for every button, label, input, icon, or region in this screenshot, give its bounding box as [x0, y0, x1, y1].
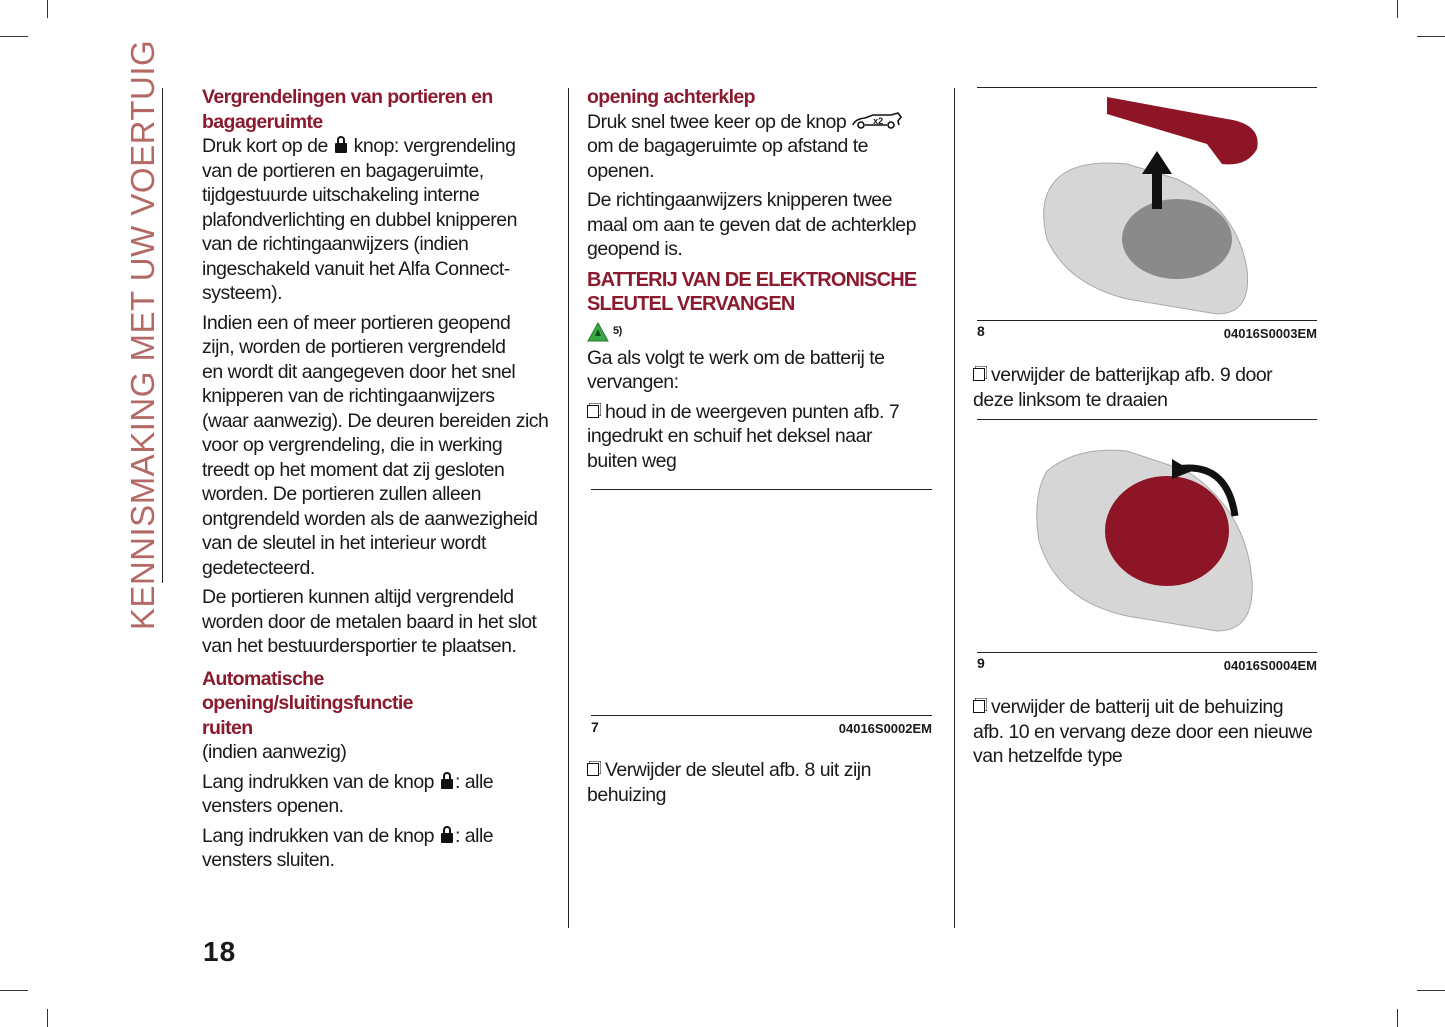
crop-mark — [1417, 36, 1445, 37]
paragraph: Indien een of meer portieren geopend zijn, worden de portieren vergrendeld en wordt dit aangegeven door het snel knipperen van de richtingaanwijzers (waar aanwezig). De deuren bereiden zich voor op vergrendeling, die in werking treedt op het moment dat zij gesloten worden. De portieren zullen alleen ontgrendeld worden als de aanwezigheid van de sleutel in het interieur wordt gedetecteerd. — [202, 311, 549, 579]
text: Druk snel twee keer op de knop — [587, 110, 852, 133]
figure-number: 8 — [977, 323, 985, 339]
figure-number: 9 — [977, 655, 985, 671]
column-divider — [954, 88, 955, 928]
lock-icon — [335, 143, 347, 153]
crop-mark — [1397, 0, 1398, 18]
crop-mark — [47, 1009, 48, 1027]
crop-mark — [1397, 1009, 1398, 1027]
text: van de portieren en bagageruimte, tijdgestuurde uitschakeling interne plafondverlichting en dubbel knipperen van de richtingaanwijzers (indien ingeschakeld vanuit het Alfa Connect- systeem). — [202, 159, 517, 304]
step-item — [973, 363, 1323, 417]
heading-door-locking: Vergrendelingen van portieren en bagageruimte — [202, 86, 493, 133]
note-reference[interactable]: 5) — [613, 325, 622, 338]
text: houd in de weergeven punten afb. 7 ingedrukt en schuif het deksel naar buiten weg — [587, 400, 900, 472]
text: : alle — [454, 770, 494, 793]
crop-mark — [0, 990, 28, 991]
figure-8-key-removal-image — [977, 89, 1317, 319]
crop-mark — [1417, 990, 1445, 991]
paragraph — [202, 824, 562, 873]
bullet-square-icon — [973, 368, 985, 381]
figure-bottom-rule — [977, 652, 1317, 653]
heading-auto-windows: Automatische opening/sluitingsfunctie ruiten — [202, 667, 413, 739]
text: Lang indrukken van de knop — [202, 770, 439, 793]
step-item — [587, 400, 937, 474]
crop-mark — [0, 36, 28, 37]
lock-icon — [441, 833, 453, 843]
figure-bottom-rule — [591, 715, 932, 716]
step-item — [587, 758, 937, 812]
text: om de bagageruimte op afstand te openen. — [587, 135, 869, 182]
text: Lang indrukken van de knop — [202, 824, 439, 847]
bullet-square-icon — [587, 763, 599, 776]
paragraph: (indien aanwezig) — [202, 741, 347, 763]
bullet-square-icon — [973, 700, 985, 713]
crop-mark — [47, 0, 48, 18]
paragraph — [202, 134, 562, 306]
heading-tailgate: opening achterklep — [587, 86, 755, 108]
paragraph: De portieren kunnen altijd vergrendeld worden door de metalen baard in het slot van het bestuurdersportier te plaatsen. — [202, 586, 537, 657]
paragraph: De richtingaanwijzers knipperen twee maal om aan te geven dat de achterklep geopend is. — [587, 189, 916, 260]
text: verwijder de batterij uit de behuizing afb. 10 en vervang deze door een nieuwe van hetzelfde type — [973, 696, 1313, 767]
figure-code: 04016S0004EM — [1223, 658, 1317, 673]
page-number: 18 — [203, 936, 237, 967]
icon-badge: x2 — [873, 115, 884, 126]
paragraph: Ga als volgt te werk om de batterij te vervangen: — [587, 346, 885, 393]
figure-bottom-rule — [977, 320, 1317, 321]
figure-code: 04016S0002EM — [838, 721, 932, 736]
figure-9-battery-cover-image — [977, 421, 1317, 651]
text: verwijder de batterijkap afb. 9 door deze linksom te draaien — [973, 364, 1273, 411]
step-item — [973, 695, 1333, 774]
environment-warning-icon — [587, 322, 609, 342]
figure-top-rule — [977, 87, 1317, 88]
text: vensters openen. — [202, 795, 344, 817]
margin-divider — [162, 88, 163, 583]
figure-code: 04016S0003EM — [1223, 326, 1317, 341]
text: knop: vergrendeling — [348, 135, 516, 157]
car-tailgate-icon — [851, 112, 903, 130]
bullet-square-icon — [587, 405, 599, 418]
paragraph — [202, 770, 562, 819]
column-2 — [587, 85, 937, 478]
figure-number: 7 — [591, 719, 599, 735]
unlock-icon — [441, 779, 453, 789]
text: Verwijder de sleutel afb. 8 uit zijn behuizing — [587, 759, 871, 806]
environment-note — [587, 318, 937, 346]
column-divider — [568, 88, 569, 928]
figure-top-rule — [591, 489, 932, 490]
figure-top-rule — [977, 419, 1317, 420]
heading-battery-replace: BATTERIJ VAN DE ELEKTRONISCHE SLEUTEL VERVANGEN — [587, 268, 917, 315]
text: vensters sluiten. — [202, 849, 335, 871]
text: : alle — [454, 824, 494, 847]
column-1 — [202, 85, 562, 878]
paragraph — [587, 110, 937, 184]
text: Druk kort op de — [202, 135, 333, 157]
figure-7-image — [591, 492, 932, 712]
section-margin-title: KENNISMAKING MET UW VOERTUIG — [124, 39, 161, 631]
